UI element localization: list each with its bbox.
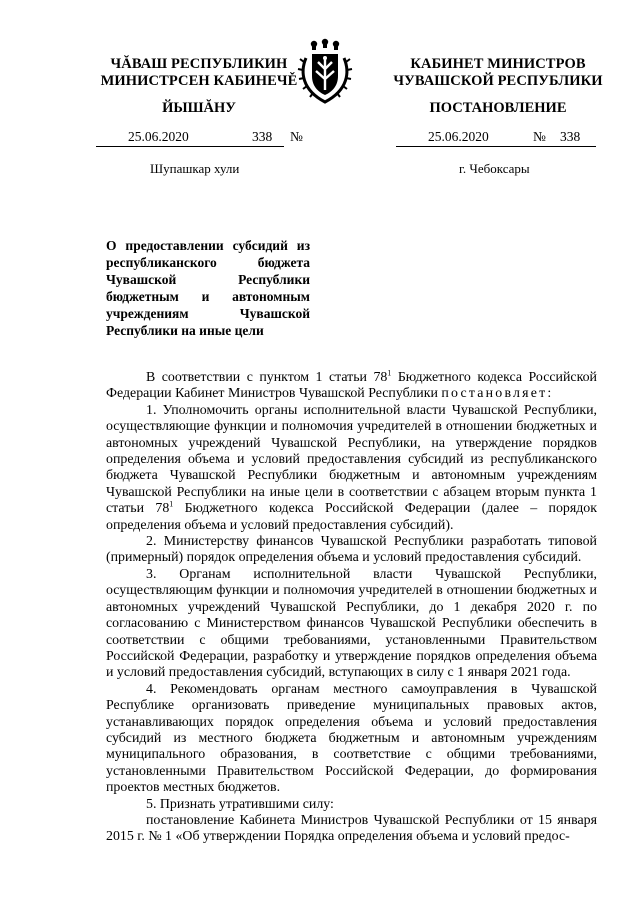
left-number: 338 [252, 129, 273, 144]
left-date: 25.06.2020 [128, 129, 189, 144]
document-subject: О предоставлении субсидий из республиканского бюджета Чувашской Республики бюджетным и автономным учреждениям Чувашской Республики на иные цели [106, 238, 310, 338]
left-number-sign: № [290, 129, 303, 144]
right-city: г. Чебоксары [459, 161, 530, 176]
right-date-underline [396, 146, 596, 147]
right-org-title-line-2: ЧУВАШСКОЙ РЕСПУБЛИКИ [393, 73, 603, 89]
item-1-superscript: 1 [169, 499, 174, 509]
preamble-superscript: 1 [387, 368, 392, 378]
coat-of-arms-emblem [296, 38, 354, 106]
right-org-title [380, 56, 616, 90]
right-number: 338 [560, 129, 581, 144]
item-5-1-paragraph: постановление Кабинета Министров Чувашской Республики от 15 января 2015 г. № 1 «Об утверждении Порядка определения объема и условий предос- [106, 812, 597, 845]
left-date-underline [96, 146, 284, 147]
item-4-paragraph: 4. Рекомендовать органам местного самоуправления в Чувашской Республике организовать приведение муниципальных правовых актов, устанавливающих порядок определения объема и условий предоставления субсидий из местного бюджета бюджетным и автономным учреждениям муниципального образования, в соответствие с общими требованиями, установленными Правительством Российской Федерации, до формирования проектов местных бюджетов. [106, 681, 597, 796]
right-number-sign: № [533, 129, 546, 144]
preamble-text-2: Бюджетного кодекса Российской Федерации Кабинет Министров Чувашской Республики [106, 370, 597, 402]
left-org-title [92, 56, 306, 90]
document-body [106, 370, 597, 846]
item-5-paragraph: 5. Признать утратившими силу: [146, 796, 334, 812]
emblem-icon [296, 38, 354, 106]
left-org-title-line-2: МИНИСТРСЕН КАБИНЕЧĚ [100, 73, 298, 89]
left-org-title-line-1: ЧĂВАШ РЕСПУБЛИКИН [110, 56, 288, 72]
item-3-paragraph: 3. Органам исполнительной власти Чувашской Республики, осуществляющим функции и полномочия учредителей в отношении бюджетных и автономных учреждений Чувашской Республики, до 1 декабря 2020 г. по согласованию с Министерством финансов Чувашской Республики обеспечить в соответствии с общими требованиями, установленными Правительством Российской Федерации, разработку и утверждение порядков определения объема и условий предоставления субсидий, вступающих в силу с 1 января 2021 года. [106, 566, 597, 681]
left-doc-type: ЙЫШĂНУ [162, 100, 236, 116]
right-org-title-line-1: КАБИНЕТ МИНИСТРОВ [410, 56, 586, 72]
preamble-text-1: В соответствии с пунктом 1 статьи 78 [146, 370, 388, 385]
left-city: Шупашкар хули [150, 161, 240, 176]
item-1-text-b: Бюджетного кодекса Российской Федерации (далее – порядок определения объема и условий предоставления субсидий). [106, 501, 597, 533]
preamble-paragraph [106, 370, 597, 403]
right-date: 25.06.2020 [428, 129, 489, 144]
preamble-verb: постановляет: [441, 386, 554, 402]
item-1-text-a: 1. Уполномочить органы исполнительной власти Чувашской Республики, осуществляющие функции и полномочия учредителей в отношении бюджетных и автономных учреждений Чувашской Республики, на утверждение порядков определения объема и условий предоставления субсидий из республиканского бюджета Чувашской Республики бюджетным и автономным учреждениям Чувашской Республики на иные цели в соответствии с абзацем вторым пункта 1 статьи 78 [106, 402, 597, 517]
item-2-paragraph: 2. Министерству финансов Чувашской Республики разработать типовой (примерный) порядок определения объема и условий предоставления субсидий. [106, 534, 597, 566]
right-doc-type: ПОСТАНОВЛЕНИЕ [429, 100, 567, 116]
item-1-paragraph [106, 403, 597, 534]
